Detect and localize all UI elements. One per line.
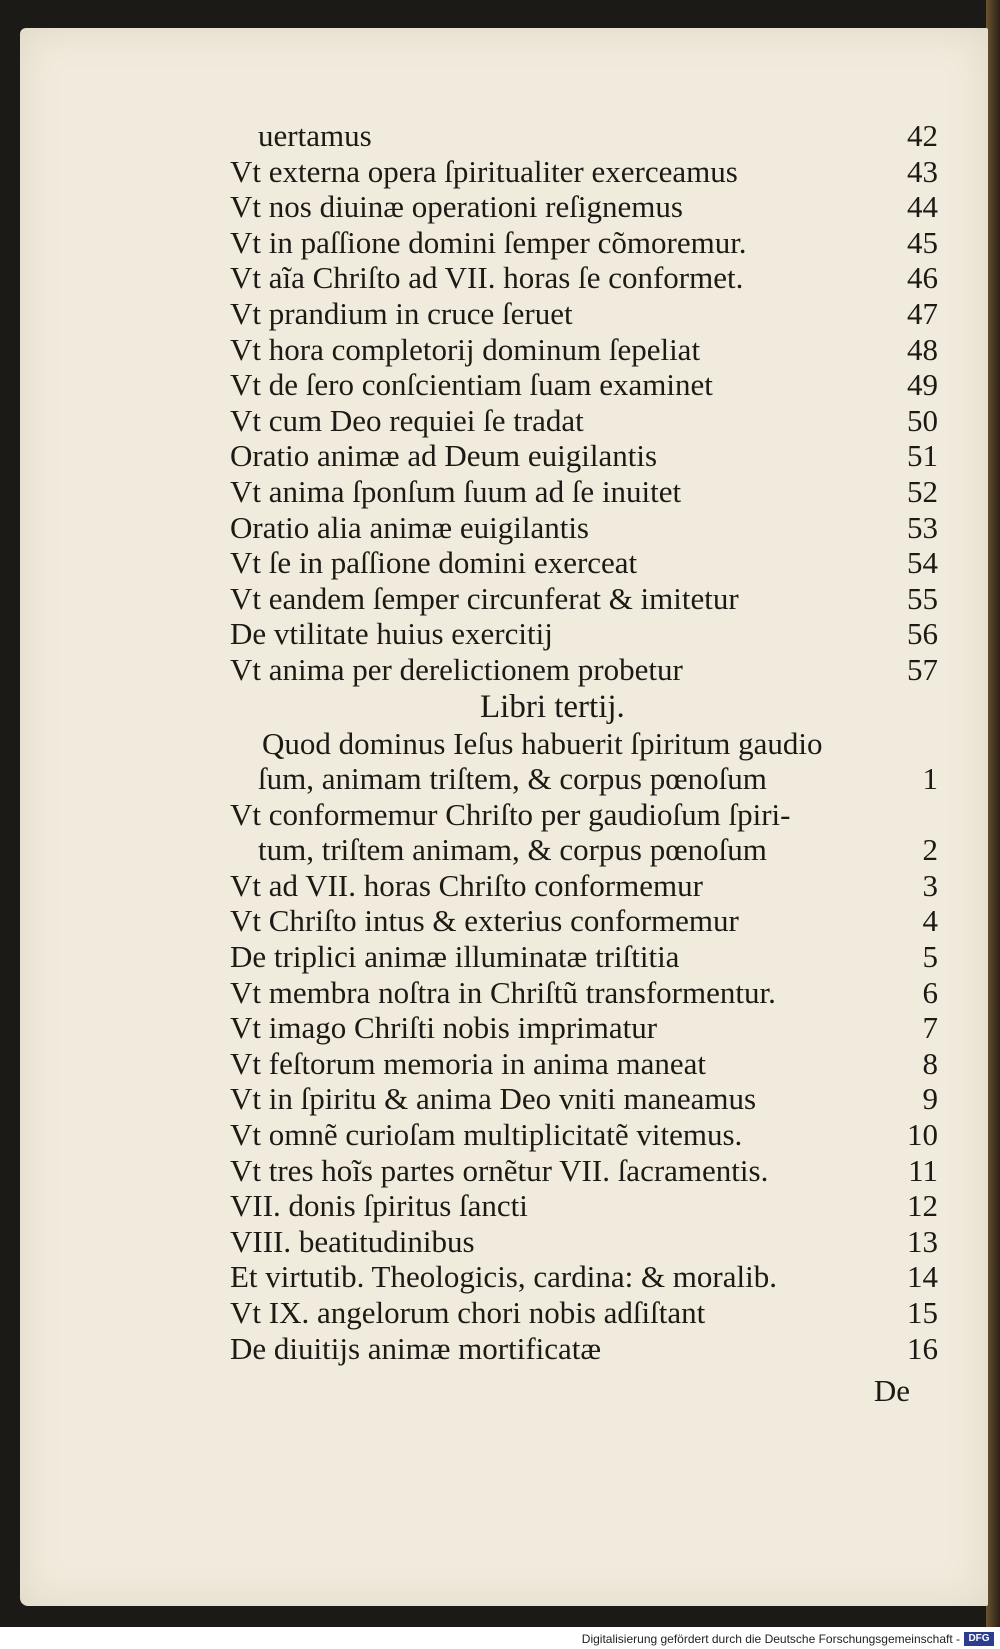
catchword: De [873,1373,910,1408]
toc-entry [230,154,938,190]
toc-entry-title: Vt eandem ſemper circunferat & imitetur [230,580,739,616]
toc-entry [230,616,938,652]
toc-entry-number: 15 [907,1295,938,1330]
toc-entry-number: 16 [907,1330,938,1366]
toc-entry [230,438,938,474]
toc-entry-number: 13 [907,1223,938,1259]
toc-entry-title: De vtilitate huius exercitij [230,616,553,652]
toc-entry-number: 6 [922,974,938,1010]
toc-entry-title: Vt externa opera ſpiritualiter exerceamus [230,153,738,189]
toc-entry-number: 47 [907,295,938,331]
toc-entry-title: Vt anima ſponſum ſuum ad ſe inuitet [230,473,682,509]
toc-entry [230,1331,938,1367]
toc-entry-title: Vt prandium in cruce ſeruet [230,295,573,331]
toc-entry [230,1188,938,1224]
toc-entry [230,761,938,797]
toc-entry-number: 48 [907,331,938,367]
toc-entry [230,296,938,332]
toc-entry-number: 42 [907,118,938,153]
dfg-logo: DFG [964,1632,994,1646]
toc-entry-title: Vt hora completorij dominum ſepeliat [230,331,701,367]
toc-entry [230,903,938,939]
toc-entry-title: Oratio alia animæ euigilantis [230,509,589,545]
toc-entry-title: uertamus [258,118,372,153]
toc-entry [230,975,938,1011]
toc-entry [230,797,938,833]
toc-entry-title: Vt ad VII. horas Chriſto conformemur [230,867,703,903]
toc-entry-title: Vt tres hoĩs partes ornẽtur VII. ſacramentis. [230,1152,769,1188]
toc-entry-title: VII. donis ſpiritus ſancti [230,1188,528,1224]
toc-entry [230,403,938,439]
toc-entry-number: 12 [907,1188,938,1224]
toc-entry [230,726,938,762]
toc-entry-title: Vt aĩa Chriſto ad VII. horas ſe conformet. [230,260,744,296]
toc-entry [230,510,938,546]
toc-entry [230,1117,938,1153]
toc-entry-number: 5 [922,939,938,975]
toc-entry-number: 55 [907,580,938,616]
toc-entry [230,1259,938,1295]
toc-entry-title: Vt Chriſto intus & exterius conformemur [230,903,739,939]
toc-entry-number: 49 [907,367,938,403]
toc-section-book-two [230,118,938,688]
funding-notice: Digitalisierung gefördert durch die Deutsche Forschungsgemeinschaft - [581,1632,960,1646]
toc-entry [230,332,938,368]
toc-entry-title: tum, triſtem animam, & corpus pœnoſum [258,832,767,868]
toc-entry-title: Vt anima per derelictionem probetur [230,651,683,687]
toc-entry-title: Vt IX. angelorum chori nobis adſiſtant [230,1295,706,1330]
toc-entry-title: ſum, animam triſtem, & corpus pœnoſum [258,761,767,797]
toc-section-book-three [230,726,938,1367]
toc-entry-number: 10 [907,1117,938,1153]
toc-entry-title: Vt nos diuinæ operationi reſignemus [230,189,683,225]
toc-entry-number: 9 [922,1081,938,1117]
toc-entry-number: 54 [907,545,938,581]
toc-entry-number: 43 [907,153,938,189]
toc-entry-number: 8 [922,1045,938,1081]
toc-entry [230,939,938,975]
toc-entry [230,1295,938,1331]
toc-entry [230,1153,938,1189]
toc-entry [230,545,938,581]
toc-entry-title: Vt membra noſtra in Chriſtũ transformentur. [230,974,776,1010]
book-page [20,28,988,1606]
toc-entry [230,225,938,261]
toc-entry-number: 2 [922,832,938,868]
toc-entry-title: Oratio animæ ad Deum euigilantis [230,438,658,474]
toc-entry-number: 57 [907,651,938,687]
toc-entry-title: VIII. beatitudinibus [230,1223,475,1259]
toc-entry-number: 11 [908,1152,938,1188]
toc-entry [230,260,938,296]
toc-entry-number: 51 [907,438,938,474]
toc-entry-title: Vt omnẽ curioſam multiplicitatẽ vitemus. [230,1117,743,1153]
toc-entry-title: Vt in ſpiritu & anima Deo vniti maneamus [230,1081,757,1117]
toc-entry-title: Vt ſe in paſſione domini exerceat [230,545,638,581]
section-heading: Libri tertij. [480,688,625,725]
book-edge [986,0,1000,1627]
toc-entry-number: 52 [907,473,938,509]
toc-entry-title: Vt de ſero conſcientiam ſuam examinet [230,367,713,403]
toc-entry [230,367,938,403]
toc-entry-title: Vt conformemur Chriſto per gaudioſum ſpiri- [230,796,791,832]
toc-entry-title: Vt feſtorum memoria in anima maneat [230,1045,707,1081]
toc-entry-number: 3 [922,867,938,903]
toc-entry-number: 53 [907,509,938,545]
toc-entry [230,1224,938,1260]
toc-entry [230,832,938,868]
toc-entry [230,1046,938,1082]
toc-entry-title: Vt cum Deo requiei ſe tradat [230,402,584,438]
toc-entry-number: 14 [907,1259,938,1295]
toc-entry-title: Quod dominus Ieſus habuerit ſpiritum gaudio [262,725,823,761]
toc-entry-number: 44 [907,189,938,225]
toc-entry [230,1081,938,1117]
toc-entry-number: 45 [907,224,938,260]
table-of-contents [230,118,938,1366]
toc-entry [230,1010,938,1046]
toc-entry [230,118,938,154]
toc-entry-title: Vt in paſſione domini ſemper cõmoremur. [230,224,747,260]
toc-entry-number: 46 [907,260,938,296]
toc-entry-title: Vt imago Chriſti nobis imprimatur [230,1010,658,1046]
toc-entry-number: 56 [907,616,938,652]
toc-entry-title: De triplici animæ illuminatæ triſtitia [230,939,680,975]
toc-entry-number: 4 [922,903,938,939]
toc-entry [230,868,938,904]
toc-entry [230,189,938,225]
digitization-footer [0,1627,1000,1649]
toc-entry-title: De diuitijs animæ mortificatæ [230,1330,602,1366]
toc-entry-number: 1 [922,761,938,797]
toc-entry [230,652,938,688]
toc-entry-title: Et virtutib. Theologicis, cardina: & moralib. [230,1259,777,1295]
toc-entry-number: 50 [907,402,938,438]
toc-entry-number: 7 [922,1010,938,1046]
toc-entry [230,581,938,617]
toc-entry [230,474,938,510]
